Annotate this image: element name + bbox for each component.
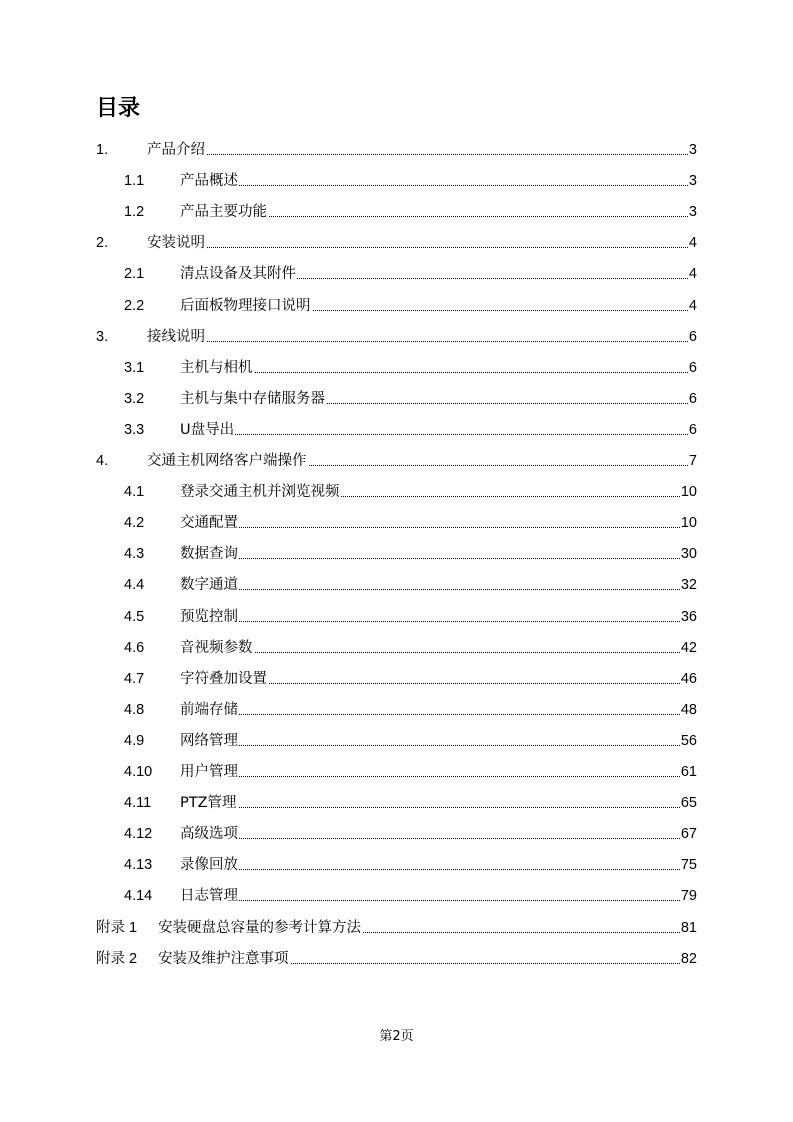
toc-entry-title: 登录交通主机并浏览视频	[180, 484, 340, 500]
toc-entry-title: 数字通道	[180, 577, 238, 593]
toc-entry[interactable]	[0, 575, 793, 595]
toc-entry-number: 3.2	[124, 391, 145, 407]
toc-entry-page-number: 10	[680, 484, 697, 500]
toc-entry-number: 1.1	[124, 173, 145, 189]
toc-entry[interactable]	[0, 731, 793, 751]
toc-entry-number: 4.4	[124, 577, 145, 593]
toc-dot-leader	[183, 869, 688, 870]
toc-entry[interactable]	[0, 793, 793, 813]
toc-entry-title: PTZ管理	[180, 795, 237, 811]
toc-entry-title: 用户管理	[180, 764, 238, 780]
toc-entry-page-number: 4	[688, 266, 697, 282]
toc-entry-number: 4.5	[124, 609, 145, 625]
toc-entry[interactable]	[0, 358, 793, 378]
toc-entry-page-number: 56	[680, 733, 697, 749]
toc-entry-title: 前端存储	[180, 702, 238, 718]
toc-entry-page-number: 32	[680, 577, 697, 593]
toc-entry[interactable]	[0, 700, 793, 720]
toc-dot-leader	[150, 247, 688, 248]
toc-dot-leader	[150, 154, 688, 155]
toc-entry[interactable]	[0, 762, 793, 782]
toc-entry[interactable]	[0, 824, 793, 844]
toc-entry-page-number: 3	[688, 142, 697, 158]
toc-entry-title: 录像回放	[180, 857, 238, 873]
toc-dot-leader	[183, 558, 688, 559]
toc-entry-title: 后面板物理接口说明	[180, 298, 311, 314]
toc-dot-leader	[183, 900, 688, 901]
toc-entry-number: 4.14	[124, 888, 153, 904]
toc-entry-page-number: 4	[688, 235, 697, 251]
toc-entry[interactable]	[0, 638, 793, 658]
toc-entry-number: 3.3	[124, 422, 145, 438]
toc-entry-number: 4.11	[124, 795, 152, 811]
toc-entry-page-number: 61	[680, 764, 697, 780]
toc-entry-number: 2.2	[124, 298, 145, 314]
toc-entry[interactable]	[0, 886, 793, 906]
toc-entry-title: 安装及维护注意事项	[158, 951, 289, 967]
toc-entry-number: 4.8	[124, 702, 145, 718]
toc-entry-page-number: 6	[688, 329, 697, 345]
toc-dot-leader	[183, 652, 688, 653]
toc-entry[interactable]	[0, 140, 793, 160]
toc-entry[interactable]	[0, 327, 793, 347]
toc-entry[interactable]	[0, 513, 793, 533]
toc-entry-page-number: 46	[680, 671, 697, 687]
toc-entry-number: 附录 2	[96, 951, 138, 967]
toc-entry-page-number: 79	[680, 888, 697, 904]
toc-entry-number: 3.	[96, 329, 109, 345]
toc-dot-leader	[183, 185, 688, 186]
toc-dot-leader	[183, 372, 688, 373]
toc-entry-page-number: 65	[680, 795, 697, 811]
toc-entry-page-number: 4	[688, 298, 697, 314]
toc-dot-leader	[183, 621, 688, 622]
toc-entry[interactable]	[0, 171, 793, 191]
toc-entry[interactable]	[0, 296, 793, 316]
toc-entry[interactable]	[0, 420, 793, 440]
toc-entry-title: 预览控制	[180, 609, 238, 625]
toc-entry[interactable]	[0, 451, 793, 471]
toc-entry-title: 主机与相机	[180, 360, 253, 376]
toc-entry-title: U盘导出	[180, 422, 235, 438]
toc-entry-number: 4.9	[124, 733, 145, 749]
toc-entry-number: 4.6	[124, 640, 145, 656]
toc-entry[interactable]	[0, 264, 793, 284]
toc-entry[interactable]	[0, 607, 793, 627]
toc-dot-leader	[183, 745, 688, 746]
toc-entry-page-number: 42	[680, 640, 697, 656]
toc-entry-number: 4.10	[124, 764, 153, 780]
toc-entry-title: 日志管理	[180, 888, 238, 904]
toc-entry-page-number: 82	[680, 951, 697, 967]
toc-entry-number: 1.2	[124, 204, 145, 220]
toc-entry-title: 接线说明	[147, 329, 205, 345]
toc-dot-leader	[183, 589, 688, 590]
toc-entry-title: 主机与集中存储服务器	[180, 391, 325, 407]
toc-entry[interactable]	[0, 202, 793, 222]
toc-entry-page-number: 6	[688, 391, 697, 407]
toc-dot-leader	[183, 434, 688, 435]
toc-entry-page-number: 3	[688, 204, 697, 220]
toc-entry-page-number: 6	[688, 360, 697, 376]
toc-entry-number: 2.	[96, 235, 109, 251]
toc-entry-page-number: 6	[688, 422, 697, 438]
toc-dot-leader	[183, 714, 688, 715]
toc-entry-title: 高级选项	[180, 826, 238, 842]
toc-entry-number: 2.1	[124, 266, 145, 282]
toc-entry[interactable]	[0, 918, 793, 938]
toc-entry-title: 交通配置	[180, 515, 238, 531]
toc-entry-number: 4.3	[124, 546, 145, 562]
toc-entry-page-number: 48	[680, 702, 697, 718]
toc-entry-title: 字符叠加设置	[180, 671, 267, 687]
toc-entry-title: 网络管理	[180, 733, 238, 749]
toc-entry[interactable]	[0, 949, 793, 969]
toc-entry-title: 清点设备及其附件	[180, 266, 296, 282]
toc-entry-page-number: 67	[680, 826, 697, 842]
toc-entry-page-number: 3	[688, 173, 697, 189]
toc-entry-title: 交通主机网络客户端操作	[147, 453, 307, 469]
toc-dot-leader	[183, 527, 688, 528]
toc-dot-leader	[183, 776, 688, 777]
toc-entry-page-number: 81	[680, 920, 697, 936]
toc-entry[interactable]	[0, 669, 793, 689]
toc-entry-page-number: 36	[680, 609, 697, 625]
toc-entry-title: 产品介绍	[147, 142, 205, 158]
toc-entry-number: 3.1	[124, 360, 145, 376]
toc-entry-number: 4.7	[124, 671, 145, 687]
toc-entry-title: 产品概述	[180, 173, 238, 189]
toc-entry-page-number: 7	[688, 453, 697, 469]
toc-dot-leader	[183, 807, 688, 808]
toc-entry-title: 音视频参数	[180, 640, 253, 656]
page-number-footer: 第2页	[379, 1029, 414, 1044]
toc-entry-number: 附录 1	[96, 920, 138, 936]
toc-entry-page-number: 75	[680, 857, 697, 873]
page-title: 目录	[96, 96, 141, 121]
toc-entry[interactable]	[0, 482, 793, 502]
toc-entry-number: 4.	[96, 453, 109, 469]
toc-entry-number: 1.	[96, 142, 109, 158]
toc-entry-number: 4.12	[124, 826, 153, 842]
toc-entry-number: 4.1	[124, 484, 145, 500]
toc-dot-leader	[183, 838, 688, 839]
toc-entry[interactable]	[0, 855, 793, 875]
toc-entry-page-number: 10	[680, 515, 697, 531]
toc-dot-leader	[150, 341, 688, 342]
toc-entry-title: 数据查询	[180, 546, 238, 562]
toc-entry-title: 安装说明	[147, 235, 205, 251]
toc-entry[interactable]	[0, 233, 793, 253]
toc-entry[interactable]	[0, 389, 793, 409]
toc-entry-number: 4.2	[124, 515, 145, 531]
toc-entry[interactable]	[0, 544, 793, 564]
toc-entry-page-number: 30	[680, 546, 697, 562]
toc-entry-title: 安装硬盘总容量的参考计算方法	[158, 920, 361, 936]
toc-entry-number: 4.13	[124, 857, 153, 873]
toc-entry-title: 产品主要功能	[180, 204, 267, 220]
